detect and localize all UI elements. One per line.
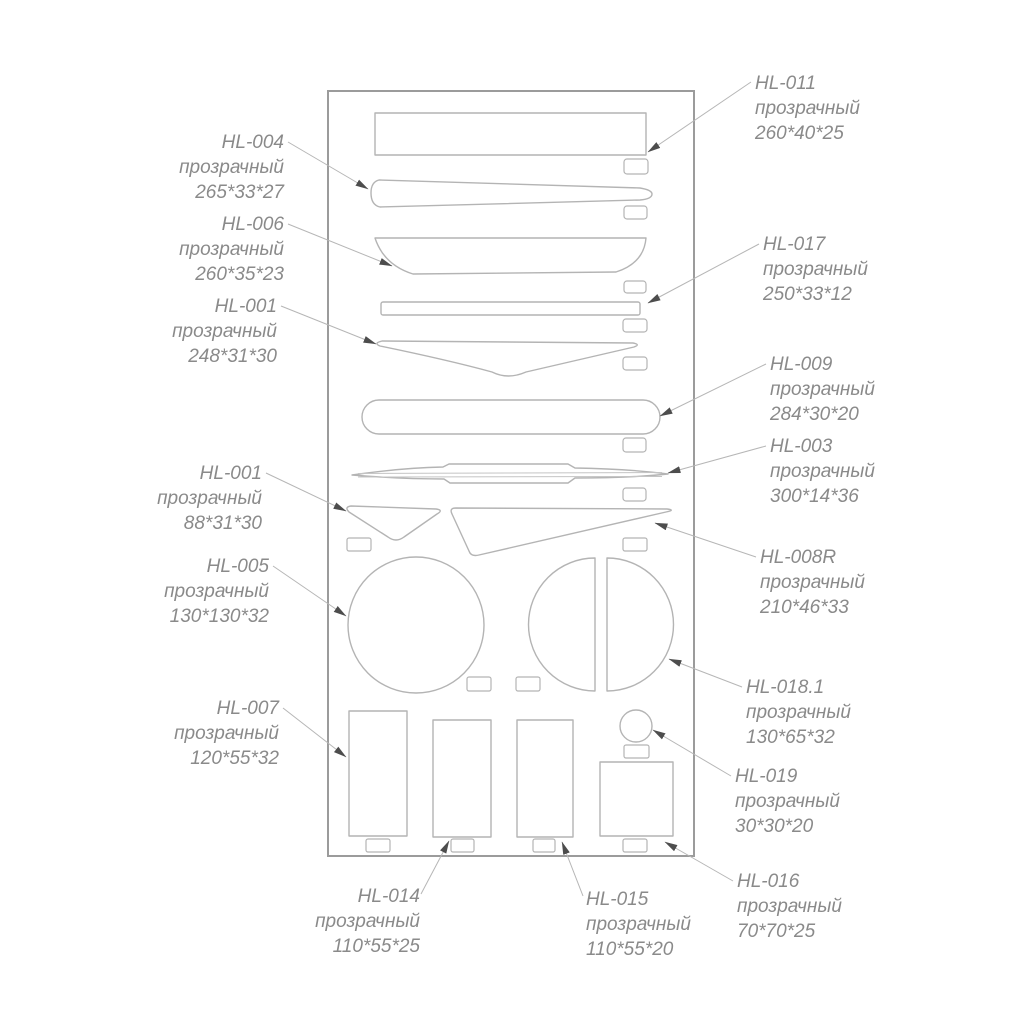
part-hl-015-outline	[517, 720, 573, 837]
part-number: HL-004	[221, 132, 284, 153]
part-number: HL-019	[735, 766, 798, 787]
leader-line-hl-016	[665, 842, 733, 881]
part-number: HL-005	[206, 556, 269, 577]
dimensions: 265*33*27	[195, 182, 284, 203]
label-hl-007	[174, 698, 280, 769]
dimensions: 110*55*25	[332, 936, 420, 957]
alignment-tab	[623, 538, 647, 551]
material: прозрачный	[164, 581, 269, 602]
label-hl-004	[179, 132, 285, 203]
label-hl-001	[172, 296, 277, 367]
part-number: HL-006	[221, 214, 284, 235]
alignment-tab	[623, 319, 647, 332]
material: прозрачный	[763, 259, 868, 280]
part-number: HL-016	[737, 871, 800, 892]
dimensions: 284*30*20	[770, 404, 859, 425]
label-hl-015	[586, 889, 691, 960]
alignment-tab	[623, 488, 646, 501]
label-hl-017	[762, 234, 868, 305]
material: прозрачный	[157, 488, 262, 509]
alignment-tab	[624, 745, 649, 758]
dimensions: 120*55*32	[190, 748, 279, 769]
dimensions: 130*65*32	[746, 727, 835, 748]
material: прозрачный	[770, 461, 875, 482]
material: прозрачный	[760, 572, 865, 593]
dimensions: 88*31*30	[183, 513, 262, 534]
part-number: HL-001	[214, 296, 277, 317]
part-number: HL-018.1	[746, 677, 825, 698]
part-hl-009-outline	[362, 400, 660, 434]
dimensions: 110*55*20	[586, 939, 674, 960]
part-hl-011-outline	[375, 113, 646, 155]
part-hl-014-outline	[433, 720, 491, 837]
dimensions: 250*33*12	[763, 284, 852, 305]
dimensions: 210*46*33	[760, 597, 849, 618]
part-hl-006-outline	[375, 238, 646, 274]
dimensions: 260*40*25	[755, 123, 844, 144]
part-hl-007-outline	[349, 711, 407, 836]
dimensions: 130*130*32	[169, 606, 269, 627]
dimensions: 70*70*25	[737, 921, 816, 942]
part-number: HL-015	[586, 889, 649, 910]
material: прозрачный	[174, 723, 279, 744]
part-number: HL-009	[770, 354, 833, 375]
alignment-tab	[366, 839, 390, 852]
label-hl-006	[179, 214, 284, 285]
alignment-tab	[623, 839, 647, 852]
label-hl-003	[770, 436, 875, 507]
part-hl-003-inner-line	[358, 477, 662, 478]
material: прозрачный	[172, 321, 277, 342]
alignment-tab	[347, 538, 371, 551]
material: прозрачный	[770, 379, 875, 400]
label-hl-011	[754, 73, 860, 144]
alignment-tab	[624, 281, 646, 293]
alignment-tab	[624, 159, 648, 174]
alignment-tab	[451, 839, 474, 852]
material: прозрачный	[746, 702, 851, 723]
material: прозрачный	[315, 911, 420, 932]
part-number: HL-003	[770, 436, 833, 457]
dimensions: 300*14*36	[770, 486, 859, 507]
material: прозрачный	[755, 98, 860, 119]
part-number: HL-001	[199, 463, 262, 484]
part-number: HL-007	[216, 698, 279, 719]
label-hl-001-small	[157, 463, 262, 534]
part-number: HL-011	[755, 73, 816, 94]
material: прозрачный	[179, 157, 284, 178]
dimensions: 260*35*23	[195, 264, 284, 285]
alignment-tab	[623, 357, 647, 370]
material: прозрачный	[586, 914, 691, 935]
part-hl-017-outline	[381, 302, 640, 315]
alignment-tab	[516, 677, 540, 691]
dimensions: 30*30*20	[735, 816, 814, 837]
label-hl-014	[315, 886, 420, 957]
part-hl-016-outline	[600, 762, 673, 836]
alignment-tab	[533, 839, 555, 852]
dimensions: 248*31*30	[188, 346, 277, 367]
part-hl-019-outline	[620, 710, 652, 742]
label-hl-008r	[759, 547, 865, 618]
part-number: HL-017	[763, 234, 826, 255]
part-hl-005-outline	[348, 557, 484, 693]
alignment-tab	[467, 677, 491, 691]
material: прозрачный	[735, 791, 840, 812]
alignment-tab	[623, 438, 646, 452]
label-hl-005	[164, 556, 269, 627]
material: прозрачный	[737, 896, 842, 917]
material: прозрачный	[179, 239, 284, 260]
part-number: HL-014	[357, 886, 420, 907]
part-number: HL-008R	[760, 547, 837, 568]
label-hl-016	[737, 871, 842, 942]
label-hl-019	[735, 766, 840, 837]
alignment-tab	[624, 206, 647, 219]
label-hl-018	[746, 677, 851, 748]
label-hl-009	[769, 354, 875, 425]
